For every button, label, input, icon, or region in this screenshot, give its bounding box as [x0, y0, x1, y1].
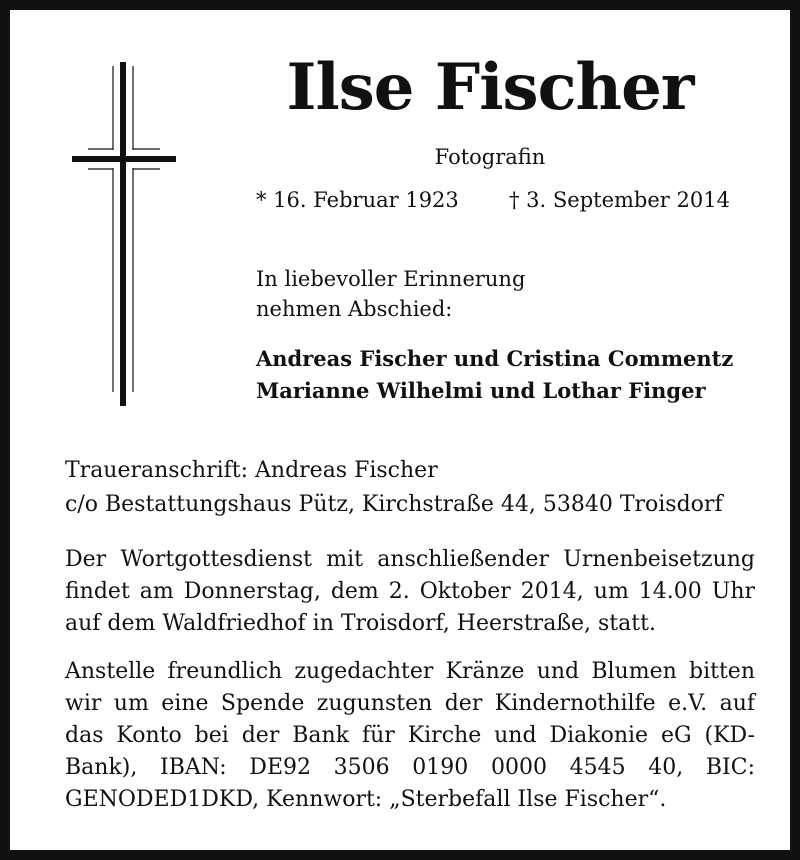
mourner-line: Marianne Wilhelmi und Lothar Finger: [256, 378, 706, 403]
deceased-name: Ilse Fischer: [286, 50, 694, 125]
donation-paragraph: [65, 656, 755, 816]
death-date: † 3. September 2014: [509, 188, 730, 212]
farewell-line: nehmen Abschied:: [256, 297, 453, 321]
donation-line: wir um eine Spende zugunsten der Kindernothilfe e.V. auf: [65, 691, 755, 716]
mourner-line: Andreas Fischer und Cristina Commentz: [256, 346, 734, 371]
cross-icon: [72, 62, 176, 406]
mourning-address: [65, 454, 723, 522]
donation-line: das Konto bei der Bank für Kirche und Diakonie eG (KD-: [65, 723, 755, 748]
donation-line: Anstelle freundlich zugedachter Kränze und Blumen bitten: [65, 659, 755, 684]
farewell-text: [256, 264, 525, 324]
service-line: auf dem Waldfriedhof in Troisdorf, Heerstraße, statt.: [65, 611, 656, 636]
mourners-list: [256, 343, 733, 407]
donation-line: Bank), IBAN: DE92 3506 0190 0000 4545 40, BIC:: [65, 755, 755, 780]
service-paragraph: [65, 544, 755, 640]
address-line: Traueranschrift: Andreas Fischer: [65, 458, 438, 483]
service-line: findet am Donnerstag, dem 2. Oktober 2014, um 14.00 Uhr: [65, 579, 755, 604]
donation-line: GENODED1DKD, Kennwort: „Sterbefall Ilse Fischer“.: [65, 787, 667, 812]
address-line: c/o Bestattungshaus Pütz, Kirchstraße 44, 53840 Troisdorf: [65, 492, 723, 517]
birth-date: * 16. Februar 1923: [256, 188, 459, 212]
farewell-line: In liebevoller Erinnerung: [256, 267, 526, 291]
profession: Fotografin: [434, 145, 546, 169]
service-line: Der Wortgottesdienst mit anschließender Urnenbeisetzung: [65, 547, 755, 572]
